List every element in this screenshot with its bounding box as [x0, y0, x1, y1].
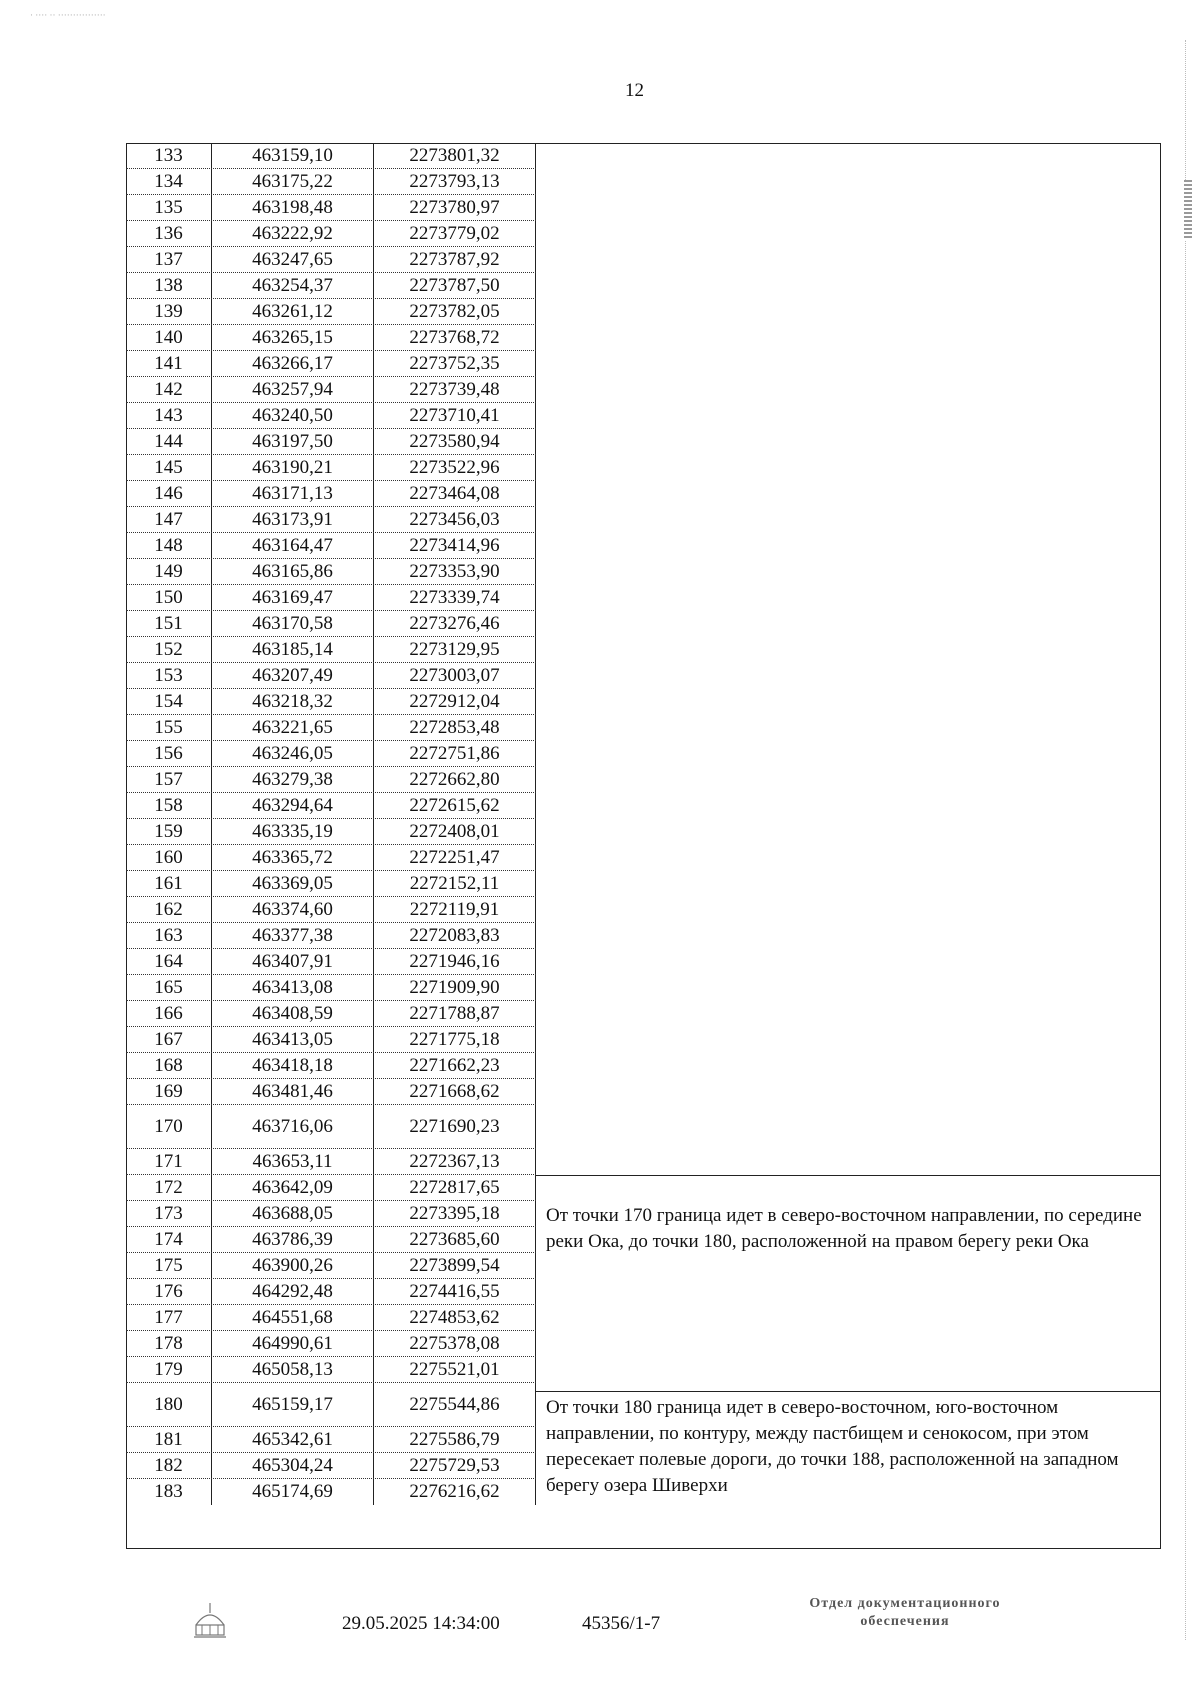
x-coordinate-cell: 463175,22 [212, 169, 374, 195]
table-row [126, 1427, 536, 1453]
y-coordinate-cell: 2273779,02 [374, 221, 536, 247]
x-coordinate-cell: 463407,91 [212, 949, 374, 975]
y-coordinate-cell: 2272367,13 [374, 1149, 536, 1175]
point-number-cell: 181 [126, 1427, 212, 1453]
y-coordinate-cell: 2273395,18 [374, 1201, 536, 1227]
table-row [126, 1279, 536, 1305]
table-row [126, 1053, 536, 1079]
point-number-cell: 139 [126, 299, 212, 325]
table-row [126, 429, 536, 455]
table-row [126, 767, 536, 793]
y-coordinate-cell: 2272853,48 [374, 715, 536, 741]
y-coordinate-cell: 2273522,96 [374, 455, 536, 481]
table-row [126, 923, 536, 949]
x-coordinate-cell: 463173,91 [212, 507, 374, 533]
y-coordinate-cell: 2272662,80 [374, 767, 536, 793]
table-row [126, 169, 536, 195]
archive-logo [190, 1595, 230, 1643]
point-number-cell: 159 [126, 819, 212, 845]
point-number-cell: 182 [126, 1453, 212, 1479]
stamp-line: обеспечения [860, 1614, 950, 1629]
table-row [126, 663, 536, 689]
point-number-cell: 157 [126, 767, 212, 793]
y-coordinate-cell: 2273801,32 [374, 143, 536, 169]
point-number-cell: 150 [126, 585, 212, 611]
point-number-cell: 173 [126, 1201, 212, 1227]
point-number-cell: 135 [126, 195, 212, 221]
point-number-cell: 169 [126, 1079, 212, 1105]
point-number-cell: 180 [126, 1383, 212, 1427]
x-coordinate-cell: 463266,17 [212, 351, 374, 377]
table-row [126, 455, 536, 481]
y-coordinate-cell: 2273580,94 [374, 429, 536, 455]
point-number-cell: 141 [126, 351, 212, 377]
point-number-cell: 137 [126, 247, 212, 273]
table-row [126, 1079, 536, 1105]
y-coordinate-cell: 2273780,97 [374, 195, 536, 221]
table-row [126, 715, 536, 741]
x-coordinate-cell: 463169,47 [212, 585, 374, 611]
table-row [126, 1479, 536, 1505]
table-row [126, 793, 536, 819]
x-coordinate-cell: 463221,65 [212, 715, 374, 741]
point-number-cell: 148 [126, 533, 212, 559]
table-row [126, 403, 536, 429]
scan-edge-mark [1184, 180, 1192, 240]
x-coordinate-cell: 463294,64 [212, 793, 374, 819]
y-coordinate-cell: 2274416,55 [374, 1279, 536, 1305]
description-text: От точки 180 граница идет в северо-восточном, юго-восточном направлении, по контуру, между пастбищем и сенокосом, при этом пересекает полевые дороги, до точки 188, расположенной на западном берегу озера Шиверхи [546, 1397, 1119, 1496]
x-coordinate-cell: 463159,10 [212, 143, 374, 169]
point-number-cell: 171 [126, 1149, 212, 1175]
point-number-cell: 164 [126, 949, 212, 975]
point-number-cell: 155 [126, 715, 212, 741]
table-row [126, 611, 536, 637]
department-stamp [760, 1595, 1050, 1631]
y-coordinate-cell: 2272615,62 [374, 793, 536, 819]
point-number-cell: 144 [126, 429, 212, 455]
table-row [126, 1253, 536, 1279]
point-number-cell: 172 [126, 1175, 212, 1201]
table-row [126, 377, 536, 403]
x-coordinate-cell: 465058,13 [212, 1357, 374, 1383]
footer-doc-number: 45356/1-7 [582, 1613, 661, 1634]
point-number-cell: 175 [126, 1253, 212, 1279]
x-coordinate-cell: 464551,68 [212, 1305, 374, 1331]
x-coordinate-cell: 463247,65 [212, 247, 374, 273]
x-coordinate-cell: 463171,13 [212, 481, 374, 507]
y-coordinate-cell: 2271788,87 [374, 1001, 536, 1027]
point-number-cell: 178 [126, 1331, 212, 1357]
x-coordinate-cell: 463185,14 [212, 637, 374, 663]
y-coordinate-cell: 2272912,04 [374, 689, 536, 715]
table-row [126, 1105, 536, 1149]
x-coordinate-cell: 463900,26 [212, 1253, 374, 1279]
table-row [126, 1453, 536, 1479]
page-number: 12 [625, 80, 644, 101]
table-row [126, 299, 536, 325]
y-coordinate-cell: 2271690,23 [374, 1105, 536, 1149]
point-number-cell: 133 [126, 143, 212, 169]
point-number-cell: 168 [126, 1053, 212, 1079]
y-coordinate-cell: 2273752,35 [374, 351, 536, 377]
y-coordinate-cell: 2272119,91 [374, 897, 536, 923]
point-number-cell: 149 [126, 559, 212, 585]
table-row [126, 1175, 536, 1201]
y-coordinate-cell: 2273456,03 [374, 507, 536, 533]
x-coordinate-cell: 463261,12 [212, 299, 374, 325]
point-number-cell: 152 [126, 637, 212, 663]
point-number-cell: 165 [126, 975, 212, 1001]
point-number-cell: 176 [126, 1279, 212, 1305]
y-coordinate-cell: 2275729,53 [374, 1453, 536, 1479]
x-coordinate-cell: 464990,61 [212, 1331, 374, 1357]
table-row [126, 507, 536, 533]
x-coordinate-cell: 465174,69 [212, 1479, 374, 1505]
y-coordinate-cell: 2272083,83 [374, 923, 536, 949]
point-number-cell: 151 [126, 611, 212, 637]
x-coordinate-cell: 465304,24 [212, 1453, 374, 1479]
x-coordinate-cell: 465342,61 [212, 1427, 374, 1453]
table-row [126, 247, 536, 273]
x-coordinate-cell: 463413,05 [212, 1027, 374, 1053]
table-row [126, 1227, 536, 1253]
y-coordinate-cell: 2273129,95 [374, 637, 536, 663]
table-row [126, 637, 536, 663]
x-coordinate-cell: 463365,72 [212, 845, 374, 871]
coordinates-table [126, 143, 1161, 1549]
x-coordinate-cell: 463374,60 [212, 897, 374, 923]
point-number-cell: 177 [126, 1305, 212, 1331]
table-row [126, 1305, 536, 1331]
table-row [126, 845, 536, 871]
table-row [126, 819, 536, 845]
y-coordinate-cell: 2273353,90 [374, 559, 536, 585]
y-coordinate-cell: 2271946,16 [374, 949, 536, 975]
y-coordinate-cell: 2273414,96 [374, 533, 536, 559]
y-coordinate-cell: 2273787,92 [374, 247, 536, 273]
point-number-cell: 145 [126, 455, 212, 481]
y-coordinate-cell: 2272751,86 [374, 741, 536, 767]
y-coordinate-cell: 2274853,62 [374, 1305, 536, 1331]
point-number-cell: 174 [126, 1227, 212, 1253]
y-coordinate-cell: 2273793,13 [374, 169, 536, 195]
point-number-cell: 158 [126, 793, 212, 819]
point-number-cell: 179 [126, 1357, 212, 1383]
y-coordinate-cell: 2272251,47 [374, 845, 536, 871]
x-coordinate-cell: 463197,50 [212, 429, 374, 455]
y-coordinate-cell: 2276216,62 [374, 1479, 536, 1505]
x-coordinate-cell: 463265,15 [212, 325, 374, 351]
x-coordinate-cell: 463369,05 [212, 871, 374, 897]
x-coordinate-cell: 463190,21 [212, 455, 374, 481]
x-coordinate-cell: 463164,47 [212, 533, 374, 559]
x-coordinate-cell: 463207,49 [212, 663, 374, 689]
point-number-cell: 156 [126, 741, 212, 767]
point-number-cell: 153 [126, 663, 212, 689]
point-number-cell: 142 [126, 377, 212, 403]
table-row [126, 1027, 536, 1053]
x-coordinate-cell: 463688,05 [212, 1201, 374, 1227]
point-number-cell: 146 [126, 481, 212, 507]
y-coordinate-cell: 2275544,86 [374, 1383, 536, 1427]
y-coordinate-cell: 2273710,41 [374, 403, 536, 429]
table-row [126, 1149, 536, 1175]
point-number-cell: 136 [126, 221, 212, 247]
x-coordinate-cell: 463222,92 [212, 221, 374, 247]
scan-corner-mark: · ···· ·· ················ [30, 10, 106, 20]
x-coordinate-cell: 463165,86 [212, 559, 374, 585]
table-row [126, 1201, 536, 1227]
table-row [126, 741, 536, 767]
point-number-cell: 161 [126, 871, 212, 897]
point-number-cell: 143 [126, 403, 212, 429]
description-separator [536, 1391, 1161, 1392]
point-number-cell: 166 [126, 1001, 212, 1027]
y-coordinate-cell: 2273787,50 [374, 273, 536, 299]
x-coordinate-cell: 464292,48 [212, 1279, 374, 1305]
table-row [126, 1001, 536, 1027]
y-coordinate-cell: 2275521,01 [374, 1357, 536, 1383]
y-coordinate-cell: 2273739,48 [374, 377, 536, 403]
y-coordinate-cell: 2273464,08 [374, 481, 536, 507]
x-coordinate-cell: 463257,94 [212, 377, 374, 403]
description-text: От точки 170 граница идет в северо-восточном направлении, по середине реки Ока, до точки 180, расположенной на правом берегу реки Ока [546, 1205, 1142, 1252]
x-coordinate-cell: 463198,48 [212, 195, 374, 221]
y-coordinate-cell: 2273003,07 [374, 663, 536, 689]
point-number-cell: 138 [126, 273, 212, 299]
table-row [126, 1383, 536, 1427]
y-coordinate-cell: 2275378,08 [374, 1331, 536, 1357]
y-coordinate-cell: 2271662,23 [374, 1053, 536, 1079]
x-coordinate-cell: 463716,06 [212, 1105, 374, 1149]
stamp-line: Отдел документационного [809, 1596, 1001, 1611]
scan-edge-line [1184, 40, 1186, 1640]
x-coordinate-cell: 463335,19 [212, 819, 374, 845]
x-coordinate-cell: 463418,18 [212, 1053, 374, 1079]
point-number-cell: 162 [126, 897, 212, 923]
point-number-cell: 167 [126, 1027, 212, 1053]
table-row [126, 533, 536, 559]
x-coordinate-cell: 463170,58 [212, 611, 374, 637]
y-coordinate-cell: 2273276,46 [374, 611, 536, 637]
x-coordinate-cell: 463254,37 [212, 273, 374, 299]
table-row [126, 1357, 536, 1383]
y-coordinate-cell: 2273782,05 [374, 299, 536, 325]
x-coordinate-cell: 463642,09 [212, 1175, 374, 1201]
y-coordinate-cell: 2271909,90 [374, 975, 536, 1001]
table-row [126, 273, 536, 299]
point-number-cell: 147 [126, 507, 212, 533]
x-coordinate-cell: 463240,50 [212, 403, 374, 429]
x-coordinate-cell: 463377,38 [212, 923, 374, 949]
x-coordinate-cell: 463786,39 [212, 1227, 374, 1253]
y-coordinate-cell: 2272152,11 [374, 871, 536, 897]
y-coordinate-cell: 2273768,72 [374, 325, 536, 351]
point-number-cell: 160 [126, 845, 212, 871]
table-row [126, 897, 536, 923]
x-coordinate-cell: 463246,05 [212, 741, 374, 767]
table-row [126, 559, 536, 585]
table-row [126, 1331, 536, 1357]
table-row [126, 481, 536, 507]
point-number-cell: 183 [126, 1479, 212, 1505]
point-number-cell: 170 [126, 1105, 212, 1149]
x-coordinate-cell: 463481,46 [212, 1079, 374, 1105]
table-row [126, 871, 536, 897]
x-coordinate-cell: 463279,38 [212, 767, 374, 793]
y-coordinate-cell: 2273685,60 [374, 1227, 536, 1253]
building-logo-icon [190, 1595, 230, 1643]
point-number-cell: 140 [126, 325, 212, 351]
y-coordinate-cell: 2271775,18 [374, 1027, 536, 1053]
point-number-cell: 163 [126, 923, 212, 949]
point-number-cell: 134 [126, 169, 212, 195]
y-coordinate-cell: 2273339,74 [374, 585, 536, 611]
x-coordinate-cell: 463413,08 [212, 975, 374, 1001]
footer-date: 29.05.2025 14:34:00 [342, 1613, 500, 1634]
x-coordinate-cell: 463653,11 [212, 1149, 374, 1175]
table-row [126, 195, 536, 221]
table-row [126, 221, 536, 247]
table-row [126, 949, 536, 975]
x-coordinate-cell: 463218,32 [212, 689, 374, 715]
table-row [126, 143, 536, 169]
y-coordinate-cell: 2275586,79 [374, 1427, 536, 1453]
y-coordinate-cell: 2271668,62 [374, 1079, 536, 1105]
point-number-cell: 154 [126, 689, 212, 715]
table-row [126, 351, 536, 377]
table-row [126, 689, 536, 715]
y-coordinate-cell: 2272817,65 [374, 1175, 536, 1201]
y-coordinate-cell: 2273899,54 [374, 1253, 536, 1279]
table-row [126, 325, 536, 351]
y-coordinate-cell: 2272408,01 [374, 819, 536, 845]
x-coordinate-cell: 465159,17 [212, 1383, 374, 1427]
table-row [126, 975, 536, 1001]
table-row [126, 585, 536, 611]
x-coordinate-cell: 463408,59 [212, 1001, 374, 1027]
description-separator [536, 1175, 1161, 1176]
